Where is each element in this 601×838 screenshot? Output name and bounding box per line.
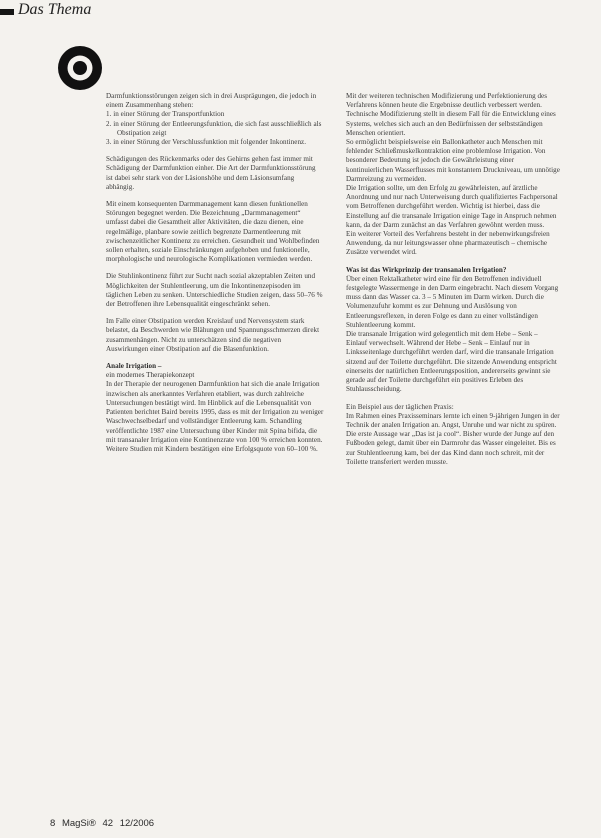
left-paragraph-intro: Darmfunktionsstörungen zeigen sich in drei Ausprägungen, die jedoch in einem Zusammenhang stehen: bbox=[106, 92, 317, 110]
section-heading-principle: Was ist das Wirkprinzip der transanalen Irrigation? bbox=[346, 265, 507, 274]
right-column bbox=[346, 92, 560, 812]
page-footer bbox=[50, 818, 158, 829]
section-title: Das Thema bbox=[18, 1, 92, 18]
list-item: 2. in einer Störung der Entleerungsfunktion, die sich fast ausschließlich als Obstipation zeigt bbox=[106, 119, 322, 137]
right-paragraph-5: Ein weiterer Vorteil des Verfahrens besteht in der nebenwirkungsfreien Anwendung, da nur leitungswasser ohne pharmazeutisch – chemische Zusätze verwendet wird. bbox=[346, 230, 550, 257]
logo-center-dot bbox=[73, 61, 87, 75]
right-paragraph-7: Die transanale Irrigation wird gelegentlich mit dem Hebe – Senk – Einlauf verwechselt. Während der Hebe – Senk – Einlauf nur in Linksseitenlage durchgeführt werden darf, wird die transanale Irrigation sitzend auf der Toilette durchgeführt. Die sitzende Anwendung entspricht einerseits der natürlichen Entleerungsposition, andererseits gewinnt sie gerade auf der Toilette durchgeführt ein positives Erleben des Stuhlausscheidung. bbox=[346, 330, 557, 394]
magazine-name: MagSi® bbox=[61, 818, 96, 829]
page-number: 8 bbox=[50, 818, 56, 829]
left-paragraph-6: In der Therapie der neurogenen Darmfunktion hat sich die anale Irrigation inzwischen als anerkanntes Verfahren etabliert, was durch zahlreiche Untersuchungen bestätigt wird. Im Hinblick auf die Lebensqualität von Patienten berichtet Baird bereits 1995, dass es mit der Irrigation zu weniger Waschwechselbedarf und vollständiger Entleerung kam. Schandling veröffentlichte 1987 eine Untersuchung über Kinder mit Spina bifida, die mit transanaler Irrigation eine Kontinenzrate von 100 % erreichen konnten. Weitere Studien mit Kindern bestätigen eine Erfolgsquote von 60–100 %. bbox=[106, 380, 324, 453]
issue-date: 12/2006 bbox=[119, 818, 155, 829]
right-paragraph-2: Technische Modifizierung stellt in diesem Fall für die Entwicklung eines Systems, welches sich auch an den Bedürfnissen der selbstständigen Menschen orientiert. bbox=[346, 110, 556, 137]
list-item: 3. in einer Störung der Verschlussfunktion mit folgender Inkontinenz. bbox=[106, 138, 307, 147]
right-paragraph-3: So ermöglicht beispielsweise ein Ballonkatheter auch Menschen mit fehlender Schließmuskelkontraktion eine problemlose Irrigation. Von besonderer Bedeutung ist jedoch die Gewährleistung einer kontinuierlichen Wasserflusses mit konstantem Druckniveau, um unnötige Darmreizung zu vermeiden. bbox=[346, 138, 560, 183]
right-paragraph-8: Ein Beispiel aus der täglichen Praxis: bbox=[346, 402, 454, 411]
dysfunction-list bbox=[106, 110, 324, 147]
left-column bbox=[106, 92, 324, 812]
section-subheading-irrigation: ein modernes Therapiekonzept bbox=[106, 371, 195, 380]
left-paragraph-4: Die Stuhlinkontinenz führt zur Sucht nach sozial akzeptablen Zeiten und Möglichkeiten der Stuhlentleerung, um die Inkontinenzepisoden im täglichen Leben zu senken. Unterschiedliche Studien zeigen, dass 50–76 % der Betroffenen ihre Lebensqualität eingeschränkt sehen. bbox=[106, 272, 323, 309]
list-item: 1. in einer Störung der Transportfunktion bbox=[106, 110, 225, 119]
left-paragraph-2: Schädigungen des Rückenmarks oder des Gehirns gehen fast immer mit Schädigung der Darmfunktion einher. Die Art der Darmfunktionsstörung ist dabei sehr stark von der Läsionshöhe und dem Läsionsumfang abhängig. bbox=[106, 155, 316, 191]
right-paragraph-1: Mit der weiteren technischen Modifizierung und Perfektionierung des Verfahrens können heute die Ergebnisse deutlich verbessert werden. bbox=[346, 92, 548, 110]
left-paragraph-5: Im Falle einer Obstipation werden Kreislauf und Nervensystem stark belastet, da Beschwerden wie Blähungen und Spannungsschmerzen direkt zusammenhängen. Nicht zu unterschätzen sind die negativen Auswirkungen einer Obstipation auf die Blasenfunktion. bbox=[106, 317, 320, 353]
section-heading-irrigation: Anale Irrigation – bbox=[106, 362, 162, 371]
target-ring-icon bbox=[56, 44, 104, 92]
header-bar bbox=[0, 9, 14, 15]
right-paragraph-6: Über einen Rektalkatheter wird eine für den Betroffenen individuell festgelegte Wassermenge in den Darm eingebracht. Nach diesem Vorgang muss dann das Wasser ca. 3 – 5 Minuten im Darm wirken. Durch die Volumenzufuhr kommt es zur Dehnung und Auslösung von Entleerungsreflexen, in deren Folge es dann zu einer vollständigen Stuhlentleerung kommt. bbox=[346, 274, 559, 329]
left-paragraph-3: Mit einem konsequenten Darmmanagement kann diesen funktionellen Störungen begegnet werden. Die Bezeichnung „Darmmanagement“ umfasst dabei die Gesamtheit aller Aktivitäten, die dazu dienen, eine regelmäßige, planbare sowie zeitlich begrenzte Darmentleerung mit zwischenzeitlicher Kontinenz zu erreichen. Gesundheit und Wohlbefinden sollen erhalten, soziale Einschränkungen aufgehoben und funktionelle, morphologische und neurologische Komplikationen vermieden werden. bbox=[106, 200, 320, 264]
right-paragraph-4: Die Irrigation sollte, um den Erfolg zu gewährleisten, auf ärztliche Anordnung und nur nach Unterweisung durch qualifiziertes Fachpersonal vom Betroffenen durchgeführt werden. Wichtig ist hierbei, dass die Einstellung auf die transanale Irrigation einige Tage in Anspruch nehmen kann, da der Darm zunächst an das Verfahren gewöhnt werden muss. bbox=[346, 184, 558, 229]
issue-number: 42 bbox=[102, 818, 114, 829]
right-paragraph-9: Im Rahmen eines Praxisseminars lernte ich einen 9-jährigen Jungen in der Technik der analen Irrigation an. Angst, Unruhe und war nicht zu spüren. Die erste Aussage war „Das ist ja cool“. Bisher wurde der Junge auf den Fußboden gelegt, damit über ein Darmrohr das Wasser eingeleitet. Bis es zur Stuhlentleerung kam, bei der das Kind dann noch schreit, mit der Toilette transferiert werden musste. bbox=[346, 411, 560, 466]
